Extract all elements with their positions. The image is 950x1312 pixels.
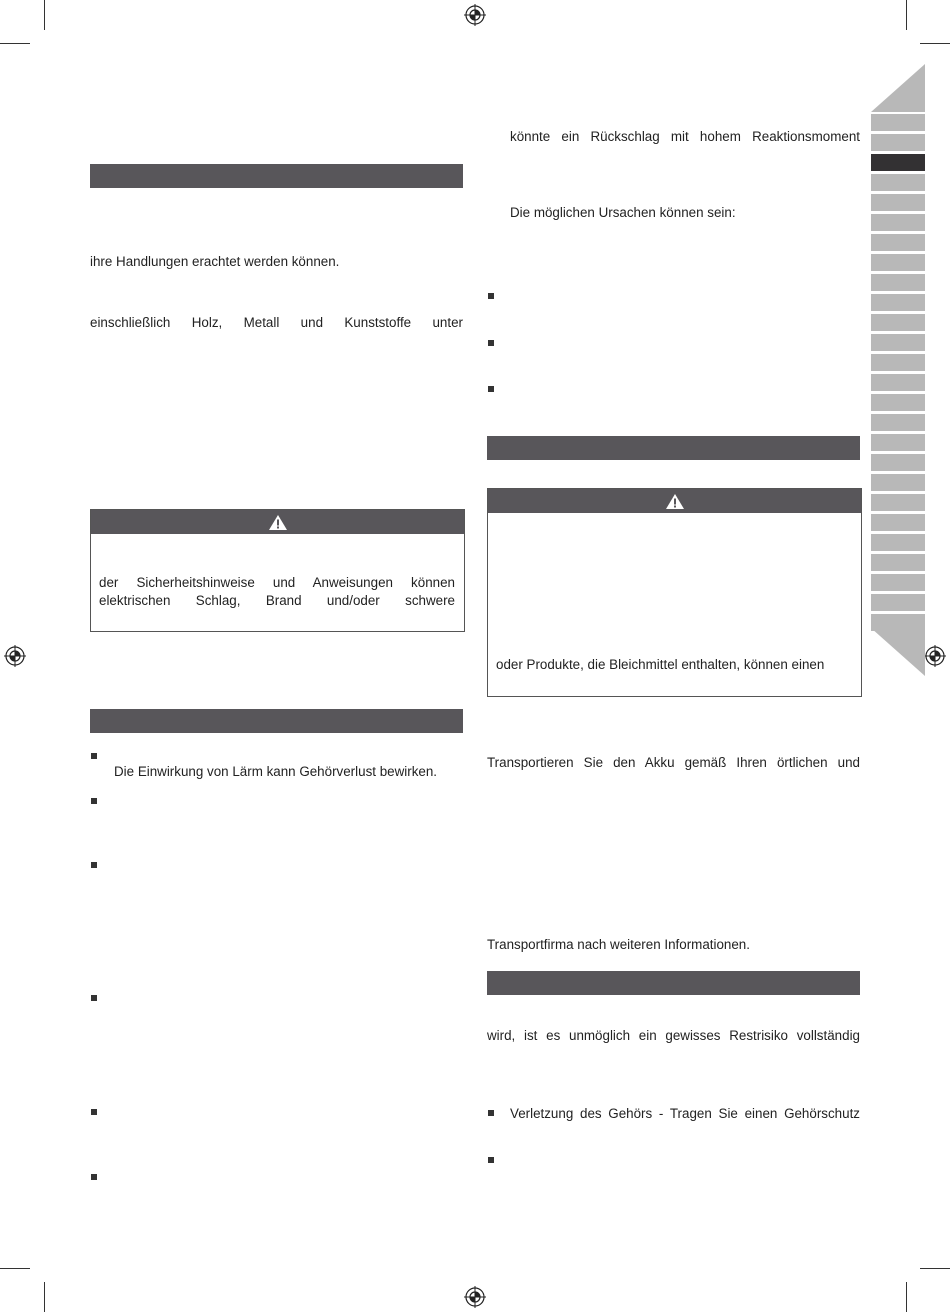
language-tab bbox=[871, 314, 925, 331]
language-tab bbox=[871, 274, 925, 291]
registration-mark-icon bbox=[924, 645, 946, 667]
registration-mark-icon bbox=[464, 4, 486, 26]
language-tab bbox=[871, 534, 925, 551]
language-tab bbox=[871, 494, 925, 511]
section-header-bar bbox=[487, 436, 860, 460]
list-bullet bbox=[91, 798, 97, 804]
body-text-line: Transportieren Sie den Akku gemäß Ihren örtlichen und bbox=[487, 755, 860, 770]
language-tab bbox=[871, 374, 925, 391]
language-tab-active bbox=[871, 154, 925, 171]
language-tab bbox=[871, 434, 925, 451]
list-bullet bbox=[91, 862, 97, 868]
crop-mark bbox=[0, 1268, 30, 1269]
list-bullet bbox=[488, 293, 494, 299]
list-bullet bbox=[91, 1174, 97, 1180]
body-text-line: könnte ein Rückschlag mit hohem Reaktionsmoment bbox=[510, 129, 860, 144]
body-text-line: ihre Handlungen erachtet werden können. bbox=[90, 254, 340, 269]
warning-header bbox=[91, 510, 464, 534]
tab-strip-top-triangle bbox=[871, 64, 925, 112]
crop-mark bbox=[920, 1268, 950, 1269]
crop-mark bbox=[906, 0, 907, 30]
warning-text-line: oder Produkte, die Bleichmittel enthalten, können einen bbox=[496, 657, 825, 672]
warning-text-line: der Sicherheitshinweise und Anweisungen können bbox=[99, 575, 455, 590]
crop-mark bbox=[44, 1282, 45, 1312]
body-text-line: Die möglichen Ursachen können sein: bbox=[510, 205, 736, 220]
language-tab bbox=[871, 234, 925, 251]
language-tab bbox=[871, 254, 925, 271]
tab-strip-bottom-triangle bbox=[871, 628, 925, 676]
language-tab bbox=[871, 294, 925, 311]
list-bullet bbox=[91, 1109, 97, 1115]
language-tab bbox=[871, 114, 925, 131]
language-tab bbox=[871, 174, 925, 191]
language-tab bbox=[871, 514, 925, 531]
warning-triangle-icon bbox=[268, 514, 288, 531]
language-tab bbox=[871, 554, 925, 571]
warning-header bbox=[488, 489, 861, 513]
warning-box bbox=[90, 509, 465, 632]
registration-mark-icon bbox=[4, 645, 26, 667]
language-tab bbox=[871, 394, 925, 411]
warning-text-line: elektrischen Schlag, Brand und/oder schwere bbox=[99, 593, 455, 608]
section-header-bar bbox=[90, 709, 463, 733]
list-item-text: Die Einwirkung von Lärm kann Gehörverlust bewirken. bbox=[114, 764, 438, 779]
list-bullet bbox=[91, 995, 97, 1001]
list-item-text: Verletzung des Gehörs - Tragen Sie einen Gehörschutz bbox=[510, 1106, 860, 1121]
list-bullet bbox=[91, 753, 97, 759]
registration-mark-icon bbox=[464, 1286, 486, 1308]
crop-mark bbox=[920, 43, 950, 44]
language-tab bbox=[871, 194, 925, 211]
list-bullet bbox=[488, 1157, 494, 1163]
section-header-bar bbox=[487, 971, 860, 995]
section-header-bar bbox=[90, 164, 463, 188]
body-text-line: wird, ist es unmöglich ein gewisses Restrisiko vollständig bbox=[487, 1028, 860, 1043]
list-bullet bbox=[488, 340, 494, 346]
language-tab bbox=[871, 414, 925, 431]
language-tab bbox=[871, 594, 925, 611]
list-bullet bbox=[488, 1110, 494, 1116]
warning-box bbox=[487, 488, 862, 697]
crop-mark bbox=[44, 0, 45, 30]
language-tab bbox=[871, 474, 925, 491]
language-tab bbox=[871, 134, 925, 151]
body-text-line: einschließlich Holz, Metall und Kunststoffe unter bbox=[90, 315, 463, 330]
language-tab bbox=[871, 354, 925, 371]
language-tab bbox=[871, 574, 925, 591]
language-tab bbox=[871, 454, 925, 471]
crop-mark bbox=[0, 43, 30, 44]
warning-triangle-icon bbox=[665, 493, 685, 510]
body-text-line: Transportfirma nach weiteren Informationen. bbox=[487, 937, 750, 952]
crop-mark bbox=[906, 1282, 907, 1312]
list-bullet bbox=[488, 386, 494, 392]
language-tab bbox=[871, 214, 925, 231]
language-tab bbox=[871, 334, 925, 351]
